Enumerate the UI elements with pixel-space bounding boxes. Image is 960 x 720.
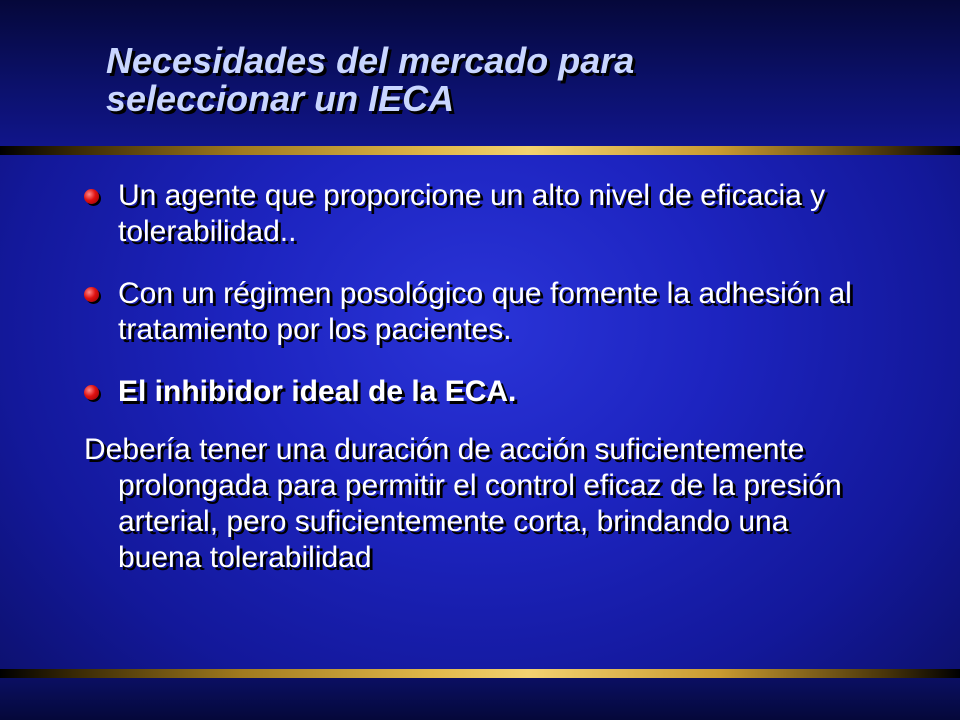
bullet-dot-icon — [84, 287, 99, 302]
bullet-text: Con un régimen posológico que fomente la adhesión al tratamiento por los pacientes. — [118, 277, 852, 346]
title-line-1: Necesidades del mercado para — [106, 40, 635, 81]
slide-title — [106, 42, 906, 118]
title-line-2: seleccionar un IECA — [106, 78, 455, 119]
bottom-divider — [0, 669, 960, 678]
bullet-item — [84, 178, 874, 250]
footer-band — [0, 678, 960, 720]
bullet-text: El inhibidor ideal de la ECA. — [118, 375, 517, 408]
bullet-item — [84, 374, 874, 410]
bullet-text: Un agente que proporcione un alto nivel de eficacia y tolerabilidad.. — [118, 179, 826, 248]
bullet-list — [84, 178, 874, 410]
bullet-item — [84, 276, 874, 348]
body-paragraph: Debería tener una duración de acción suficientemente prolongada para permitir el control eficaz de la presión arterial, pero suficientemente corta, brindando una buena tolerabilidad — [84, 433, 842, 574]
bullet-dot-icon — [84, 189, 99, 204]
top-divider — [0, 146, 960, 155]
slide-body — [84, 178, 874, 576]
bullet-dot-icon — [84, 385, 99, 400]
